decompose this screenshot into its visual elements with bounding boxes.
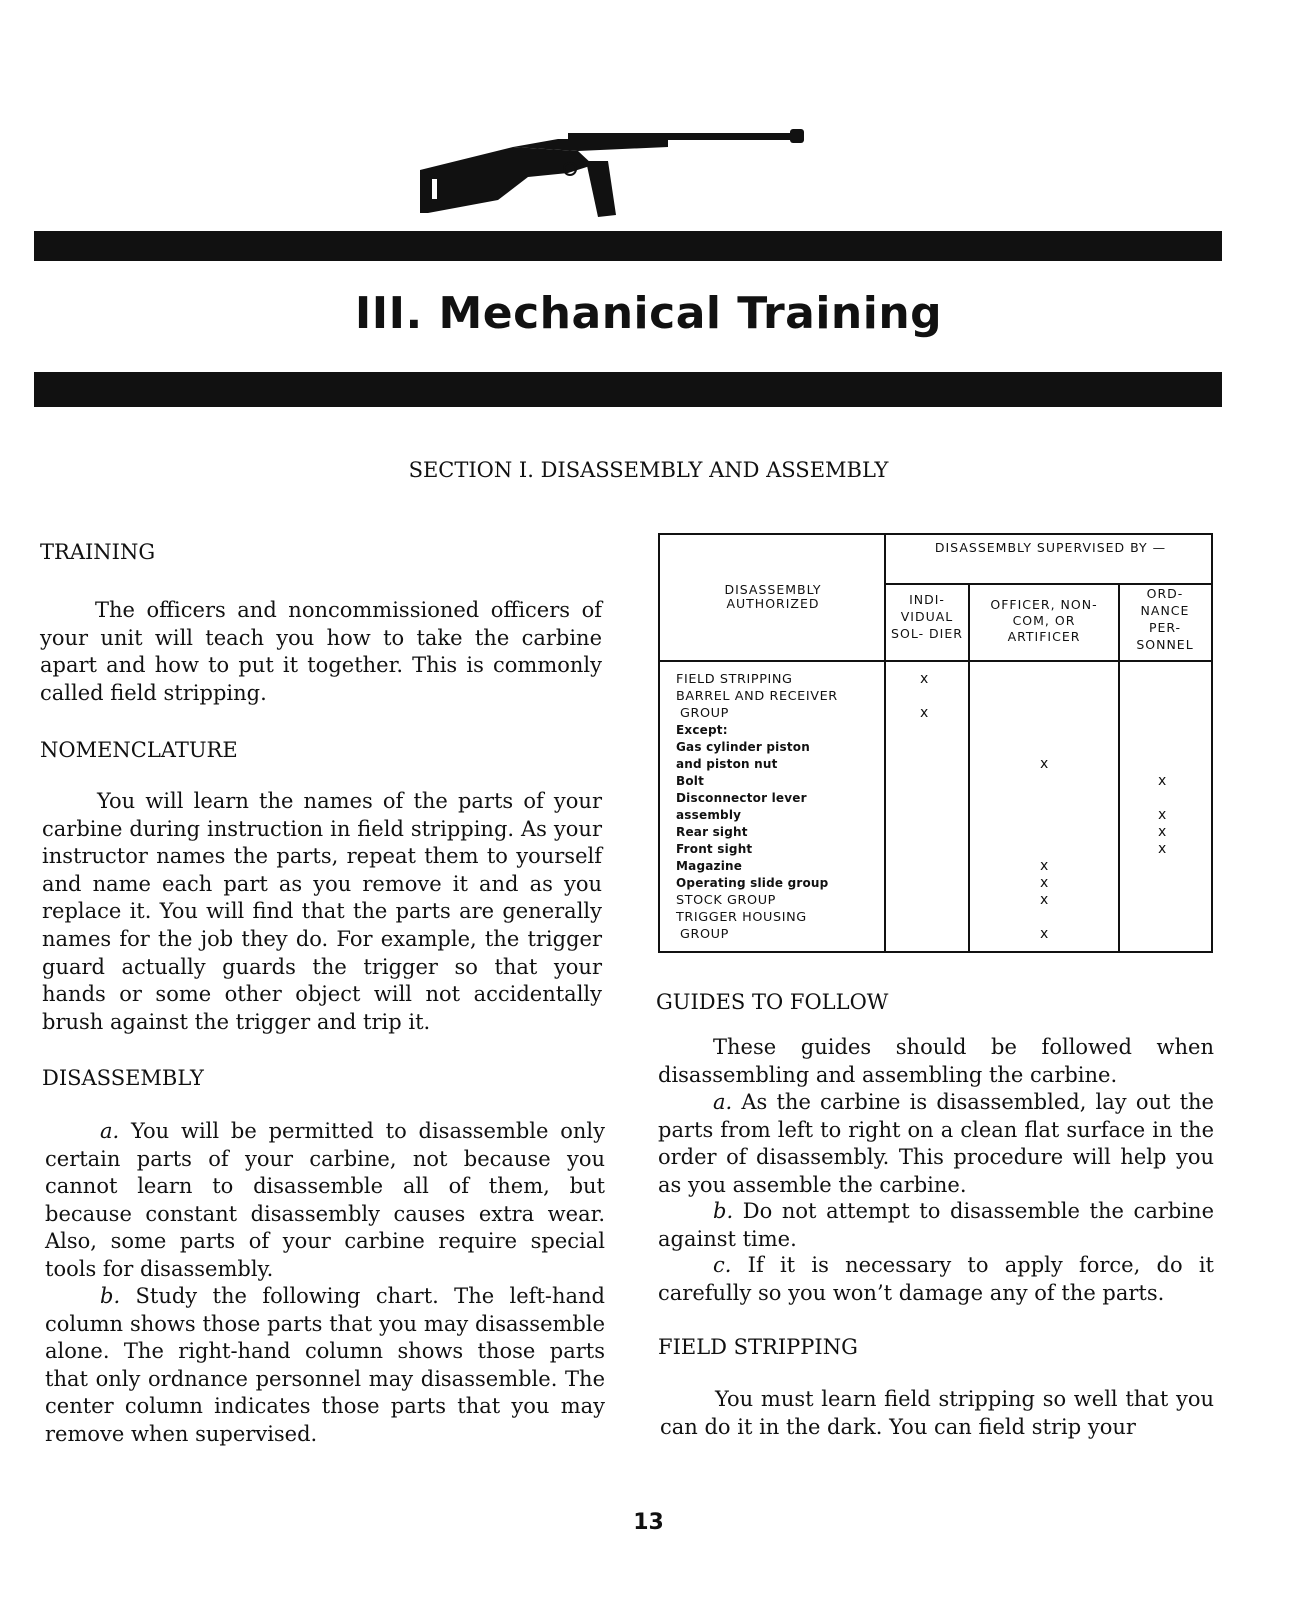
para-a-text: You will be permitted to disassemble only certain parts of your carbine, not because you cannot learn to disassemble all of them, but because constant disassembly causes extra wear. Also, some parts of your carbine require special tools for disassembly.: [45, 1119, 605, 1281]
guides-paragraph-a: [658, 1089, 1214, 1199]
disassembly-chart-table: [658, 533, 1213, 953]
guides-paragraph-b: [658, 1198, 1214, 1253]
para-a-label: a.: [100, 1119, 120, 1143]
guides-intro: These guides should be followed when disassembling and assembling the carbine.: [658, 1035, 1214, 1087]
table-row-label: STOCK GROUP: [676, 893, 776, 908]
table-row-label: Gas cylinder piston: [676, 740, 810, 754]
para-b-text: Study the following chart. The left-hand column shows those parts that you may disassemble alone. The right-hand column shows those parts that only ordnance personnel may disassemble. The center column indicates those parts that you may remove when supervised.: [45, 1284, 605, 1446]
table-mark-ordnance: x: [1158, 841, 1167, 857]
section-title: SECTION I. DISASSEMBLY AND ASSEMBLY: [408, 458, 889, 482]
table-row-label: Rear sight: [676, 825, 748, 839]
chapter-title: III. Mechanical Training: [354, 288, 943, 339]
nomenclature-paragraph: You will learn the names of the parts of your carbine during instruction in field stripping. As your instructor names the parts, repeat them to yourself and name each part as you remove it and as you replace it. You will find that the parts are generally names for the job they do. For example, the trigger guard actually guards the trigger so that your hands or some other object will not accidentally brush against the trigger and trip it.: [42, 789, 602, 1034]
training-paragraph: The officers and noncommissioned officers of your unit will teach you how to take the carbine apart and how to put it together. This is commonly called field stripping.: [40, 598, 602, 705]
chapter-rule-top: [34, 231, 1222, 261]
guide-c-text: If it is necessary to apply force, do it carefully so you won’t damage any of the parts.: [658, 1253, 1214, 1305]
table-row-label: Bolt: [676, 774, 705, 788]
chapter-rule-bottom: [34, 372, 1222, 407]
page-number: 13: [633, 1510, 664, 1535]
th-disassembly-authorized: DISASSEMBLY AUTHORIZED: [724, 582, 822, 611]
disassembly-heading: DISASSEMBLY: [42, 1066, 204, 1090]
table-row-label: BARREL AND RECEIVER: [676, 689, 838, 704]
th-ordnance-personnel: ORD- NANCE PER- SONNEL: [1136, 586, 1194, 652]
field-stripping-heading: FIELD STRIPPING: [658, 1335, 858, 1359]
disassembly-paragraph-b: [45, 1283, 605, 1449]
guide-b-text: Do not attempt to disassemble the carbine against time.: [658, 1199, 1214, 1251]
table-mark-officer: x: [1040, 892, 1049, 908]
table-row-label: GROUP: [680, 706, 729, 721]
th-officer-noncom: OFFICER, NON-COM, OR ARTIFICER: [990, 597, 1098, 644]
para-b-label: b.: [100, 1284, 121, 1308]
table-mark-ordnance: x: [1158, 807, 1167, 823]
table-mark-ordnance: x: [1158, 824, 1167, 840]
table-row-label: TRIGGER HOUSING: [676, 910, 807, 925]
field-stripping-paragraph: You must learn field stripping so well that you can do it in the dark. You can field strip your: [660, 1387, 1214, 1439]
table-mark-soldier: x: [920, 705, 929, 721]
guides-paragraph-c: [658, 1252, 1214, 1307]
th-individual-soldier: INDI- VIDUAL SOL- DIER: [891, 592, 963, 641]
table-row-label: assembly: [676, 808, 742, 822]
table-row-label: Disconnector lever: [676, 791, 807, 805]
guide-a-text: As the carbine is disassembled, lay out the parts from left to right on a clean flat surface in the order of disassembly. This procedure will help you as you assemble the carbine.: [658, 1090, 1214, 1197]
table-row-label: FIELD STRIPPING: [676, 672, 793, 687]
table-mark-officer: x: [1040, 875, 1049, 891]
table-row-label: Except:: [676, 723, 728, 737]
table-row-label: Magazine: [676, 859, 743, 873]
guide-a-label: a.: [713, 1090, 733, 1114]
table-mark-officer: x: [1040, 756, 1049, 772]
table-row-label: Operating slide group: [676, 876, 829, 890]
guide-b-label: b.: [713, 1199, 734, 1223]
carbine-illustration: [418, 125, 818, 225]
table-mark-officer: x: [1040, 858, 1049, 874]
table-mark-ordnance: x: [1158, 773, 1167, 789]
training-heading: TRAINING: [40, 540, 156, 564]
table-mark-soldier: x: [920, 671, 929, 687]
th-disassembly-supervised: DISASSEMBLY SUPERVISED BY —: [934, 540, 1167, 555]
table-row-label: Front sight: [676, 842, 753, 856]
table-row-label: GROUP: [680, 927, 729, 942]
disassembly-paragraph-a: [45, 1118, 605, 1284]
table-mark-officer: x: [1040, 926, 1049, 942]
table-row-label: and piston nut: [676, 757, 778, 771]
nomenclature-heading: NOMENCLATURE: [40, 738, 238, 762]
guides-heading: GUIDES TO FOLLOW: [656, 990, 889, 1014]
guide-c-label: c.: [713, 1253, 732, 1277]
